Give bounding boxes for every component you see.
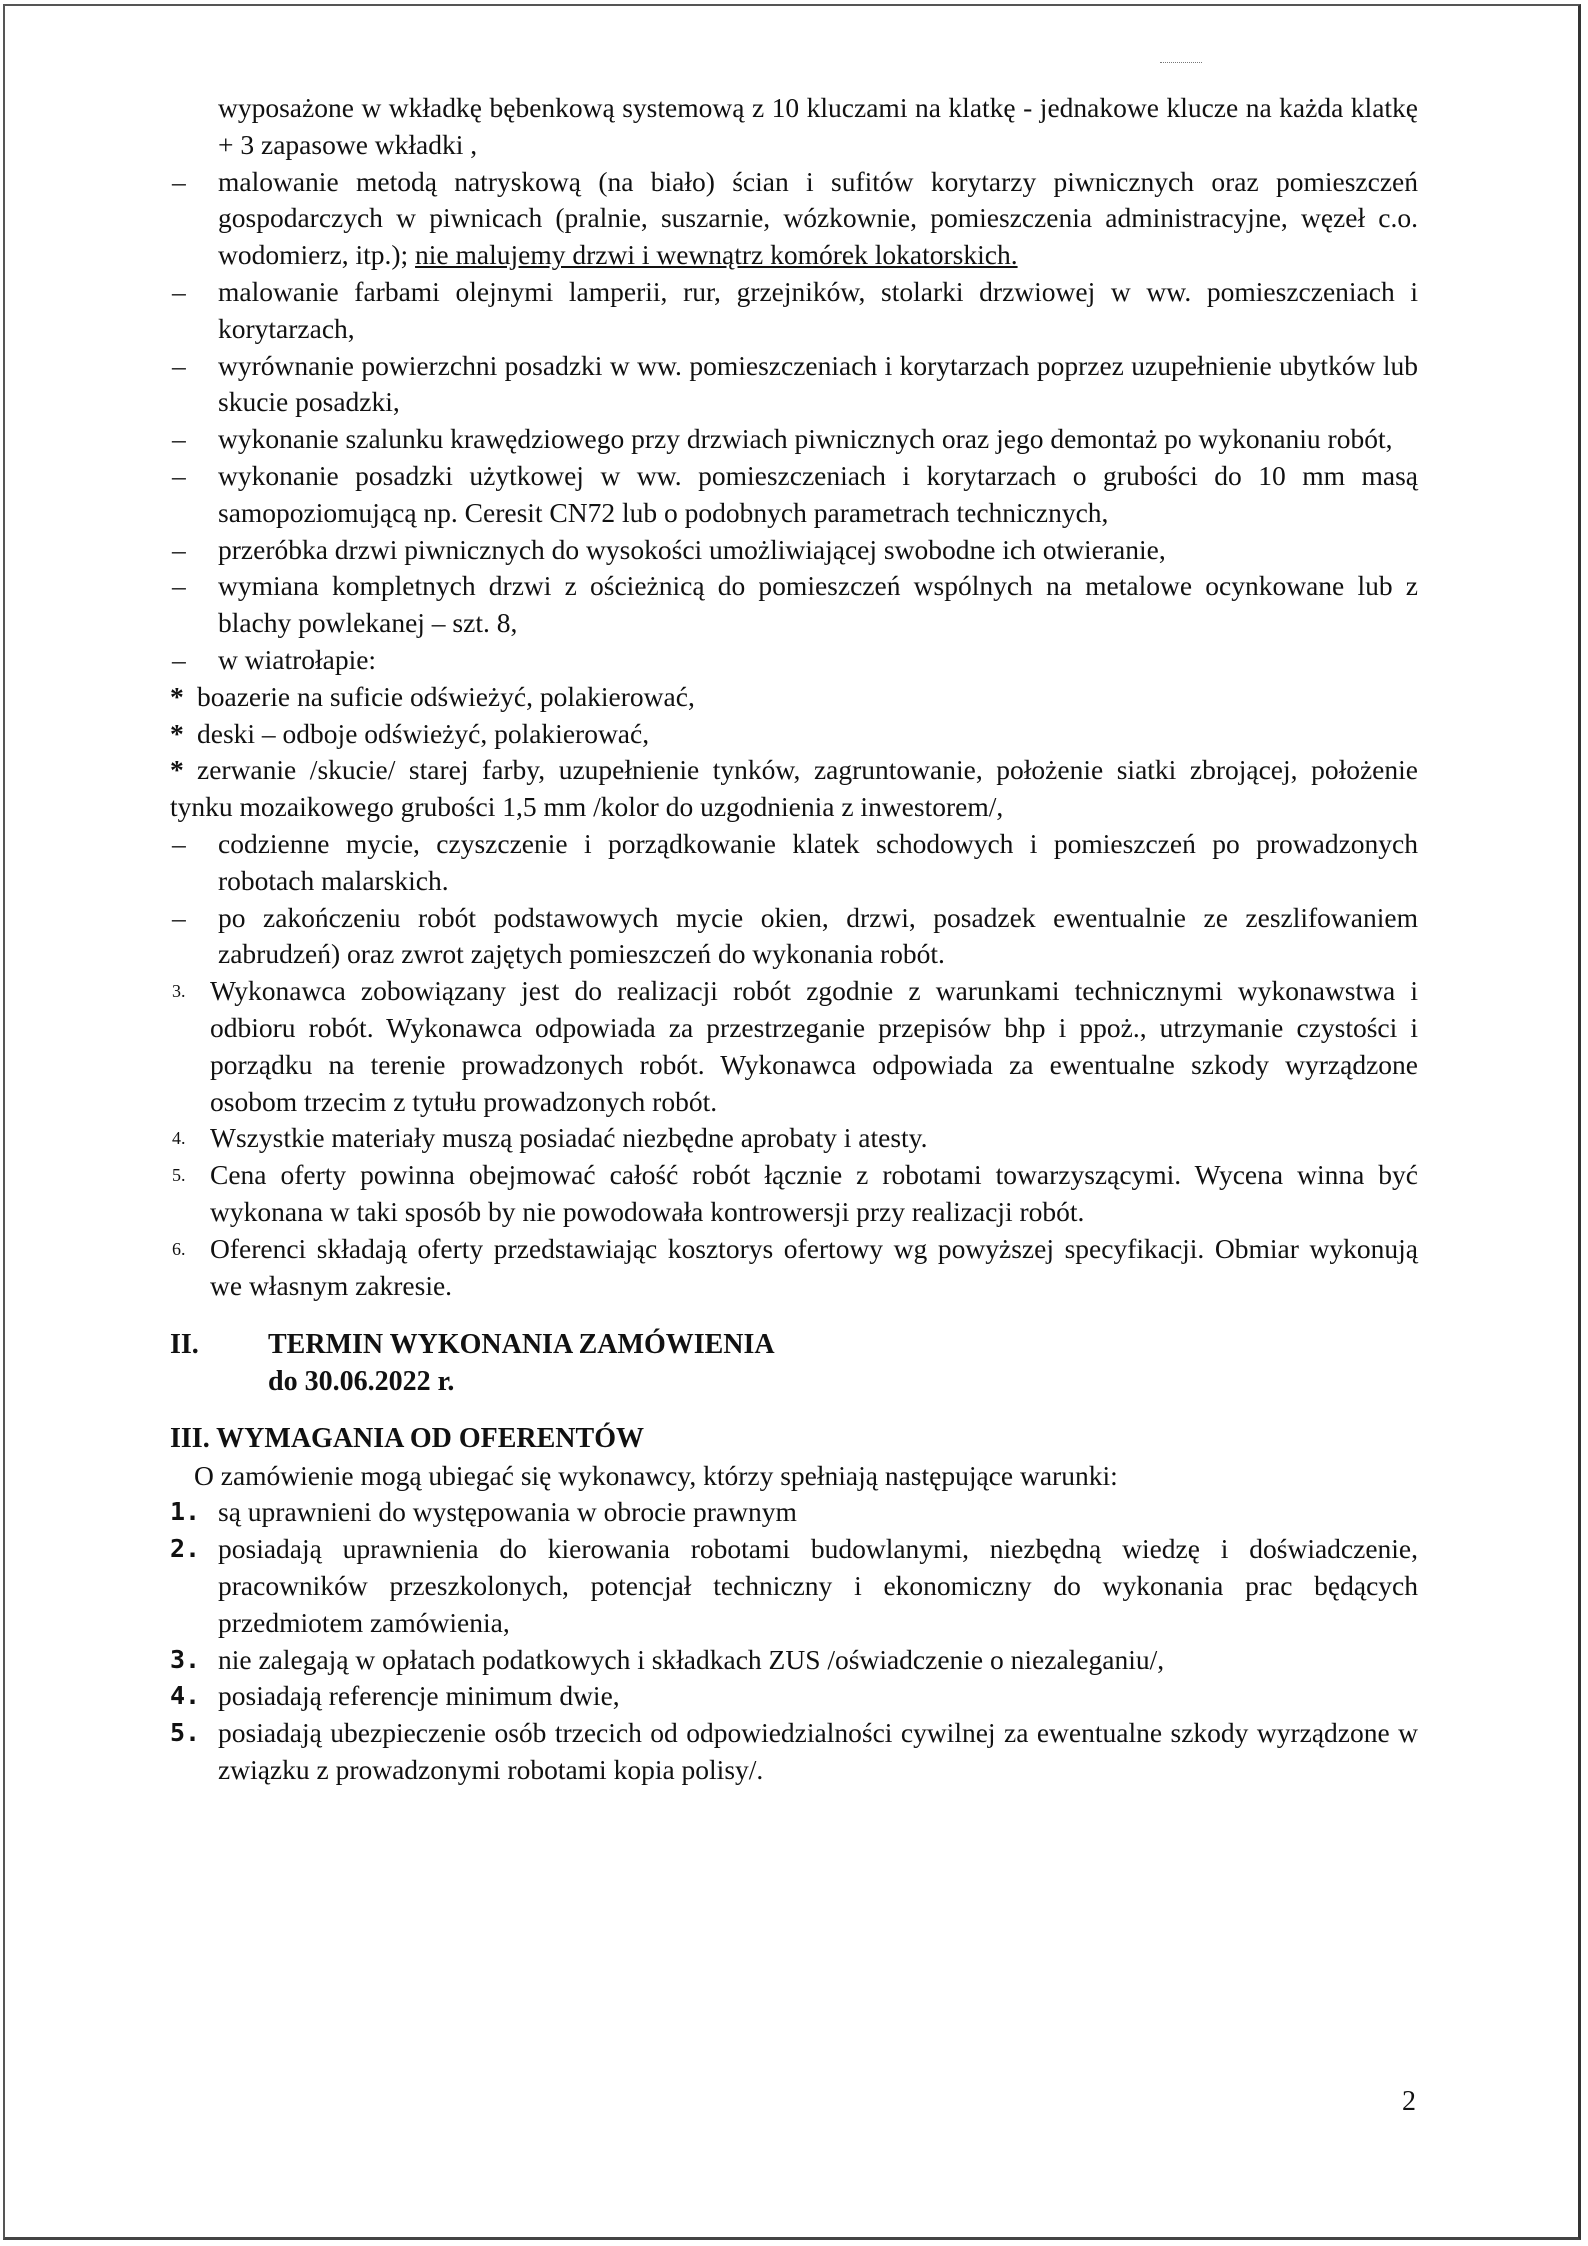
requirement-item <box>0 1642 1588 1679</box>
list-item <box>0 421 1588 458</box>
dash-bullet: – <box>172 423 186 455</box>
document-body <box>0 90 1588 1789</box>
completion-date: do 30.06.2022 r. <box>268 1366 455 1398</box>
list-item <box>0 900 1588 974</box>
list-item <box>0 164 1588 274</box>
item-number: 6. <box>172 1238 186 1259</box>
item-number: 5. <box>172 1165 186 1186</box>
requirement-item <box>0 1531 1588 1641</box>
sub-list-item <box>0 679 1588 716</box>
dash-bullet: – <box>172 570 186 602</box>
section-2-heading <box>0 1327 1588 1401</box>
requirement-text: są uprawnieni do występowania w obrocie prawnym <box>218 1496 797 1528</box>
requirement-text: nie zalegają w opłatach podatkowych i składkach ZUS /oświadczenie o niezaleganiu/, <box>218 1643 1165 1675</box>
requirement-text: posiadają uprawnienia do kierowania robotami budowlanymi, niezbędną wiedzę i doświadczenie, pracowników przeszkolonych, potencjał techniczny i ekonomiczny do wykonania prac będących przedmiotem zamówienia, <box>218 1533 1418 1638</box>
numbered-item-text: Oferenci składają oferty przedstawiając kosztorys ofertowy wg powyższej specyfikacji. Obmiar wykonują we własnym zakresie. <box>210 1232 1418 1301</box>
sub-list-item-text: deski – odboje odświeżyć, polakierować, <box>197 717 650 749</box>
dash-bullet: – <box>172 827 186 859</box>
list-item-text: malowanie farbami olejnymi lamperii, rur, grzejników, stolarki drzwiowej w ww. pomieszczeniach i korytarzach, <box>218 275 1418 344</box>
item-number: 3. <box>172 981 186 1002</box>
asterisk-bullet: * <box>170 754 184 786</box>
section-intro: O zamówienie mogą ubiegać się wykonawcy, którzy spełniają następujące warunki: <box>194 1459 1118 1491</box>
requirement-text: posiadają referencje minimum dwie, <box>218 1680 620 1712</box>
sub-list-item-text: boazerie na suficie odświeżyć, polakierować, <box>197 680 695 712</box>
numbered-item <box>0 973 1588 1120</box>
asterisk-bullet: * <box>170 717 184 749</box>
list-item-text-part: malowanie metodą natryskową (na biało) ścian i sufitów korytarzy piwnicznych oraz pomieszczeń gospodarczych w piwnicach (pralnie, suszarnie, wózkownie, pomieszczenia administracyjne, węzeł c.o. wodomierz, itp.); <box>218 165 1418 271</box>
section-title: III. WYMAGANIA OD OFERENTÓW <box>170 1422 644 1454</box>
section-3-heading <box>0 1421 1588 1458</box>
item-number: 4. <box>170 1681 201 1711</box>
list-item-text: wyrównanie powierzchni posadzki w ww. pomieszczeniach i korytarzach poprzez uzupełnienie ubytków lub skucie posadzki, <box>218 349 1418 418</box>
numbered-item <box>0 1231 1588 1305</box>
item-number: 5. <box>170 1718 201 1748</box>
numbered-item-text: Wykonawca zobowiązany jest do realizacji robót zgodnie z warunkami technicznymi wykonawstwa i odbioru robót. Wykonawca odpowiada za przestrzeganie przepisów bhp i ppoż., utrzymanie czystości i porządku na terenie prowadzonych robót. Wykonawca odpowiada za ewentualne szkody wyrządzone osobom trzecim z tytułu prowadzonych robót. <box>210 975 1418 1117</box>
item-number: 3. <box>170 1644 201 1674</box>
scan-artifact <box>1160 62 1202 64</box>
dash-bullet: – <box>172 643 186 675</box>
dash-bullet: – <box>172 533 186 565</box>
sub-list-item <box>0 752 1588 826</box>
list-item <box>0 568 1588 642</box>
asterisk-bullet: * <box>170 680 184 712</box>
list-item <box>0 274 1588 348</box>
dash-bullet: – <box>172 275 186 307</box>
dash-bullet: – <box>172 349 186 381</box>
page-number: 2 <box>1402 2086 1416 2117</box>
numbered-item-text: Cena oferty powinna obejmować całość robót łącznie z robotami towarzyszącymi. Wycena winna być wykonana w taki sposób by nie powodowała kontrowersji przy realizacji robót. <box>210 1159 1418 1227</box>
list-item-text: wykonanie posadzki użytkowej w ww. pomieszczeniach i korytarzach o grubości do 10 mm masą samopoziomującą np. Ceresit CN72 lub o podobnych parametrach technicznych, <box>218 459 1418 528</box>
numbered-item <box>0 1157 1588 1231</box>
numbered-item <box>0 1120 1588 1157</box>
list-item-text: codzienne mycie, czyszczenie i porządkowanie klatek schodowych i pomieszczeń po prowadzonych robotach malarskich. <box>218 827 1418 896</box>
list-item-text: wymiana kompletnych drzwi z ościeżnicą do pomieszczeń wspólnych na metalowe ocynkowane lub z blachy powlekanej – szt. 8, <box>218 570 1418 639</box>
sub-list-item <box>0 716 1588 753</box>
requirement-item <box>0 1715 1588 1789</box>
list-item <box>0 826 1588 900</box>
requirement-item <box>0 1678 1588 1715</box>
section-numeral: II. <box>170 1329 199 1361</box>
requirement-text: posiadają ubezpieczenie osób trzecich od odpowiedzialności cywilnej za ewentualne szkody wyrządzone w związku z prowadzonymi robotami kopia polisy/. <box>218 1717 1418 1786</box>
list-item-text: w wiatrołapie: <box>218 643 377 675</box>
dash-bullet: – <box>172 165 186 197</box>
numbered-item-text: Wszystkie materiały muszą posiadać niezbędne aprobaty i atesty. <box>210 1122 928 1154</box>
list-item-text: przeróbka drzwi piwnicznych do wysokości umożliwiającej swobodne ich otwieranie, <box>218 533 1166 565</box>
list-item-continuation <box>0 90 1588 164</box>
item-number: 2. <box>170 1534 201 1564</box>
underlined-note: nie malujemy drzwi i wewnątrz komórek lokatorskich. <box>415 239 1018 271</box>
section-title: TERMIN WYKONANIA ZAMÓWIENIA <box>268 1329 775 1361</box>
list-item <box>0 642 1588 679</box>
list-item-text: wykonanie szalunku krawędziowego przy drzwiach piwnicznych oraz jego demontaż po wykonaniu robót, <box>218 423 1393 455</box>
list-item-text <box>218 164 1418 274</box>
list-item <box>0 458 1588 532</box>
list-item <box>0 348 1588 422</box>
dash-bullet: – <box>172 901 186 933</box>
requirement-item <box>0 1494 1588 1531</box>
item-number: 4. <box>172 1128 186 1149</box>
list-item <box>0 532 1588 569</box>
list-item-text: po zakończeniu robót podstawowych mycie okien, drzwi, posadzek ewentualnie ze zeszlifowaniem zabrudzeń) oraz zwrot zajętych pomieszczeń do wykonania robót. <box>218 901 1418 970</box>
item-number: 1. <box>170 1497 201 1527</box>
dash-bullet: – <box>172 459 186 491</box>
sub-list-item-text: zerwanie /skucie/ starej farby, uzupełnienie tynków, zagruntowanie, położenie siatki zbrojącej, położenie tynku mozaikowego grubości 1,5 mm /kolor do uzgodnienia z inwestorem/, <box>170 754 1418 823</box>
list-item-text: wyposażone w wkładkę bębenkową systemową z 10 kluczami na klatkę - jednakowe klucze na każda klatkę + 3 zapasowe wkładki , <box>218 92 1418 160</box>
